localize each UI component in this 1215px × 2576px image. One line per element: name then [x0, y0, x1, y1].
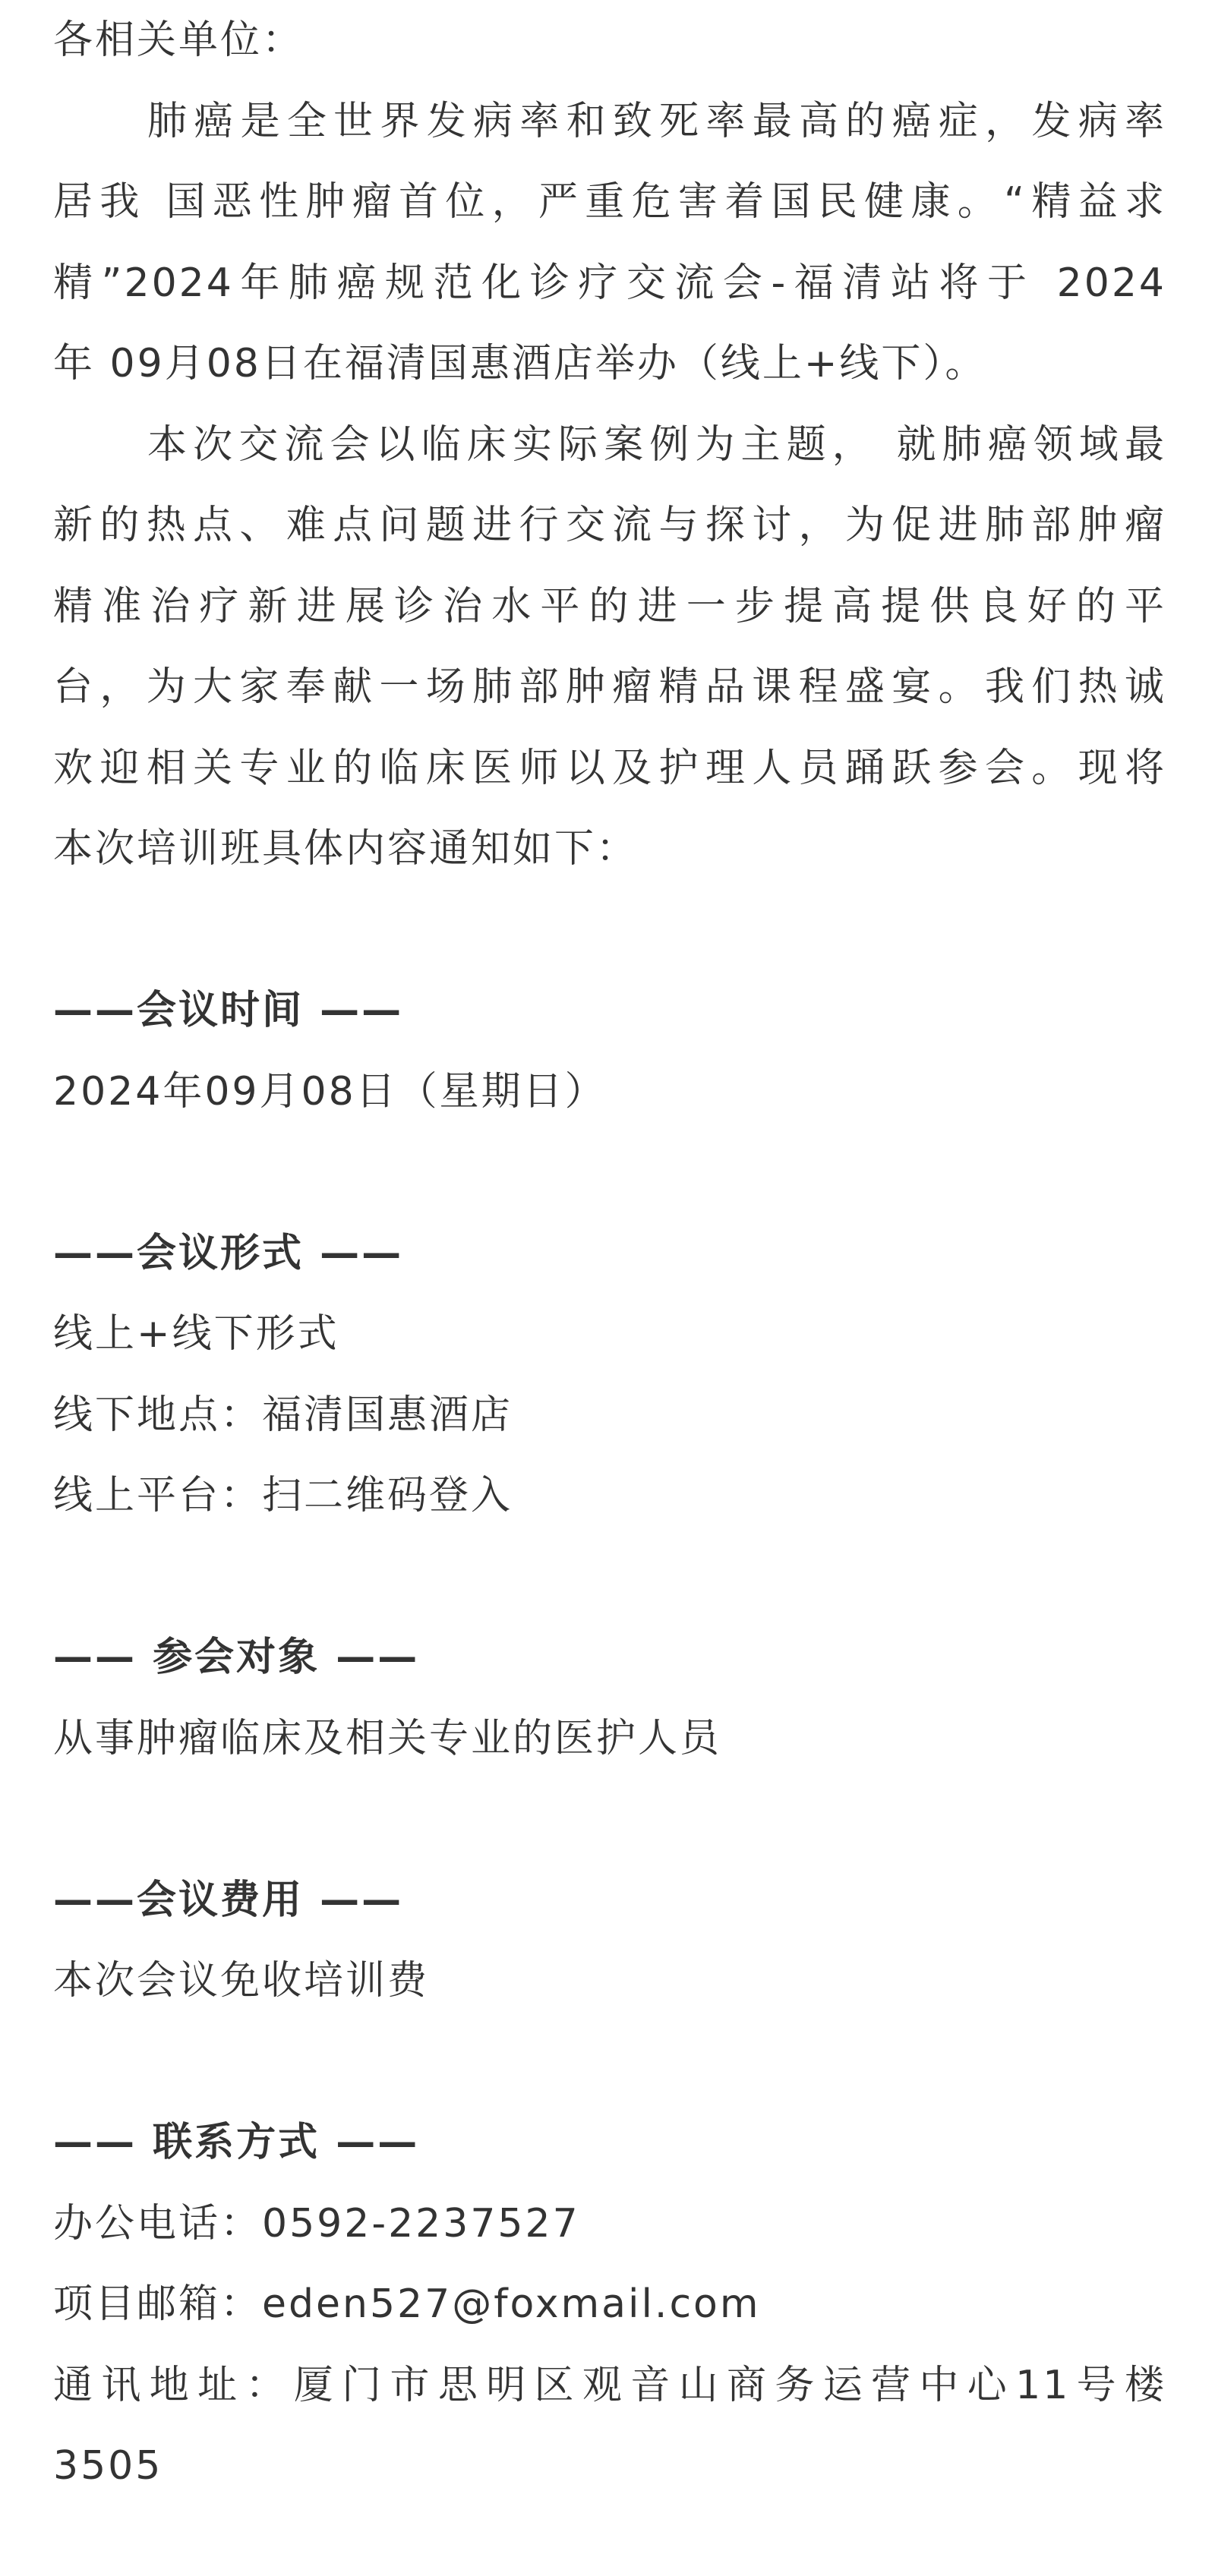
section-time [53, 970, 1166, 1132]
paragraph-line: 欢迎相关专业的临床医师以及护理人员踊跃参会。现将 [53, 745, 1166, 791]
paragraph-line: 本次交流会以临床实际案例为主题， 就肺癌领域最 [147, 421, 1166, 468]
paragraph-line: 年 09月08日在福清国惠酒店举办（线上+线下）。 [53, 341, 987, 386]
paragraph-line: 新的热点、难点问题进行交流与探讨，为促进肺部肿瘤 [53, 503, 1166, 548]
paragraph-line: 精”2024年肺癌规范化诊疗交流会-福清站将于 2024 [53, 260, 1166, 306]
spacer [53, 1132, 1166, 1213]
format-text: 线上+线下形式 [53, 1311, 339, 1357]
section-heading: ——会议形式 —— [53, 1230, 404, 1276]
office-phone: 办公电话：0592-2237527 [53, 2200, 580, 2247]
section-fee [53, 1860, 1166, 2022]
section-heading: ——会议费用 —— [53, 1877, 404, 1923]
spacer [53, 2022, 1166, 2103]
salutation: 各相关单位： [53, 17, 305, 63]
paragraph-line: 精准治疗新进展诊治水平的进一步提高提供良好的平 [53, 583, 1166, 629]
audience-text: 从事肿瘤临床及相关专业的医护人员 [53, 1715, 722, 1761]
intro-paragraph-1 [53, 81, 1166, 405]
paragraph-line: 台，为大家奉献一场肺部肿瘤精品课程盛宴。我们热诚 [53, 664, 1166, 710]
paragraph-line: 肺癌是全世界发病率和致死率最高的癌症，发病率 [147, 98, 1166, 144]
section-heading: —— 参会对象 —— [53, 1635, 420, 1680]
section-format [53, 1213, 1166, 1537]
section-audience [53, 1617, 1166, 1779]
intro-paragraph-2 [53, 405, 1166, 890]
section-contact [53, 2102, 1166, 2507]
online-platform: 线上平台：扫二维码登入 [53, 1473, 513, 1518]
notice-document [53, 0, 1166, 2507]
meeting-date: 2024年09月08日（星期日） [53, 1068, 607, 1115]
offline-venue: 线下地点：福清国惠酒店 [53, 1392, 513, 1438]
mailing-address: 通讯地址：厦门市思明区观音山商务运营中心11号楼 [53, 2362, 1166, 2408]
spacer [53, 1537, 1166, 1618]
paragraph-line: 居我 国恶性肿瘤首位，严重危害着国民健康。“精益求 [53, 179, 1166, 225]
project-email: 项目邮箱：eden527@foxmail.com [53, 2281, 761, 2327]
section-heading: —— 联系方式 —— [53, 2120, 420, 2165]
spacer [53, 890, 1166, 971]
section-heading: ——会议时间 —— [53, 988, 404, 1033]
mailing-address-continued: 3505 [53, 2443, 163, 2489]
spacer [53, 1779, 1166, 1860]
fee-text: 本次会议免收培训费 [53, 1958, 430, 2004]
paragraph-line: 本次培训班具体内容通知如下： [53, 826, 639, 872]
